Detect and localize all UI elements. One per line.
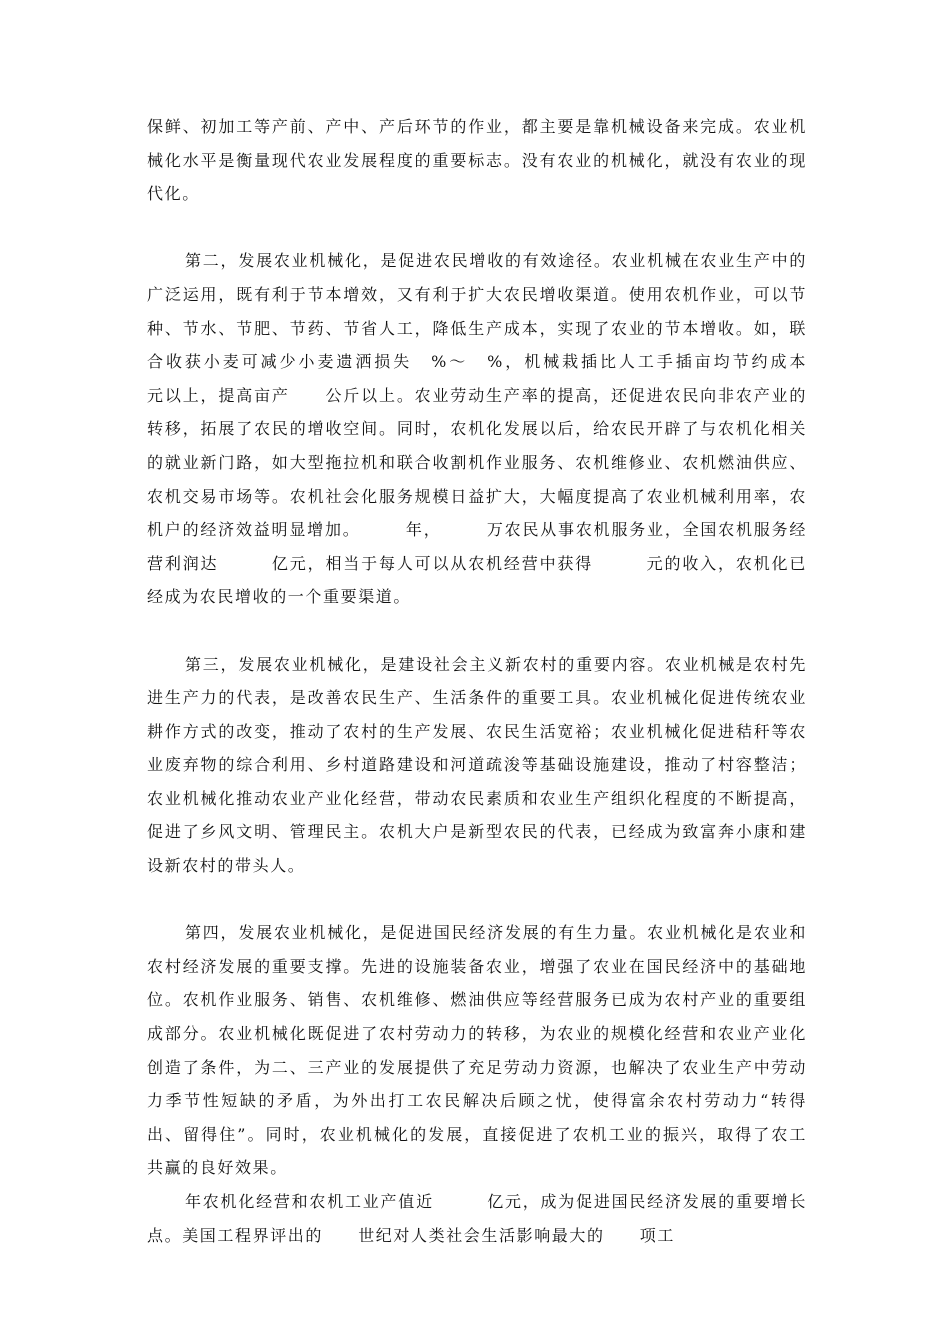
paragraph-continuation: 保鲜、初加工等产前、产中、产后环节的作业，都主要是靠机械设备来完成。农业机械化水平是衡量现代农业发展程度的重要标志。没有农业的机械化，就没有农业的现代化。	[147, 117, 807, 204]
paragraph-output-value: 年农机化经营和农机工业产值近 亿元，成为促进国民经济发展的重要增长点。美国工程界评出的 世纪对人类社会生活影响最大的 项工	[147, 1192, 807, 1245]
paragraph-third-point: 第三，发展农业机械化，是建设社会主义新农村的重要内容。农业机械是农村先进生产力的代表，是改善农民生产、生活条件的重要工具。农业机械化促进传统农业耕作方式的改变，推动了农村的生产发展、农民生活宽裕；农业机械化促进秸秆等农业废弃物的综合利用、乡村道路建设和河道疏浚等基础设施建设，推动了村容整洁；农业机械化推动农业产业化经营，带动农民素质和农业生产组织化程度的不断提高，促进了乡风文明、管理民主。农机大户是新型农民的代表，已经成为致富奔小康和建设新农村的带头人。	[147, 654, 807, 876]
paragraph-second-point: 第二，发展农业机械化，是促进农民增收的有效途径。农业机械在农业生产中的广泛运用，既有利于节本增效，又有利于扩大农民增收渠道。使用农机作业，可以节种、节水、节肥、节药、节省人工，降低生产成本，实现了农业的节本增收。如，联合收获小麦可减少小麦遗洒损失 %～ %，机械栽插比人工手插亩均节约成本 元以上，提高亩产 公斤以上。农业劳动生产率的提高，还促进农民向非农产业的转移，拓展了农民的增收空间。同时，农机化发展以后，给农民开辟了与农机化相关的就业新门路，如大型拖拉机和联合收割机作业服务、农机维修业、农机燃油供应、农机交易市场等。农机社会化服务规模日益扩大，大幅度提高了农业机械利用率，农机户的经济效益明显增加。 年， 万农民从事农机服务业，全国农机服务经营利润达 亿元，相当于每人可以从农机经营中获得 元的收入，农机化已经成为农民增收的一个重要渠道。	[147, 251, 843, 607]
paragraph-fourth-point: 第四，发展农业机械化，是促进国民经济发展的有生力量。农业机械化是农业和农村经济发展的重要支撑。先进的设施装备农业，增强了农业在国民经济中的基础地位。农机作业服务、销售、农机维修、燃油供应等经营服务已成为农村产业的重要组成部分。农业机械化既促进了农村劳动力的转移，为农业的规模化经营和农业产业化创造了条件，为二、三产业的发展提供了充足劳动力资源，也解决了农业生产中劳动力季节性短缺的矛盾，为外出打工农民解决后顾之忧，使得富余农村劳动力“转得出、留得住”。同时，农业机械化的发展，直接促进了农机工业的振兴，取得了农工共赢的良好效果。	[147, 923, 807, 1178]
document-page	[147, 110, 843, 1252]
